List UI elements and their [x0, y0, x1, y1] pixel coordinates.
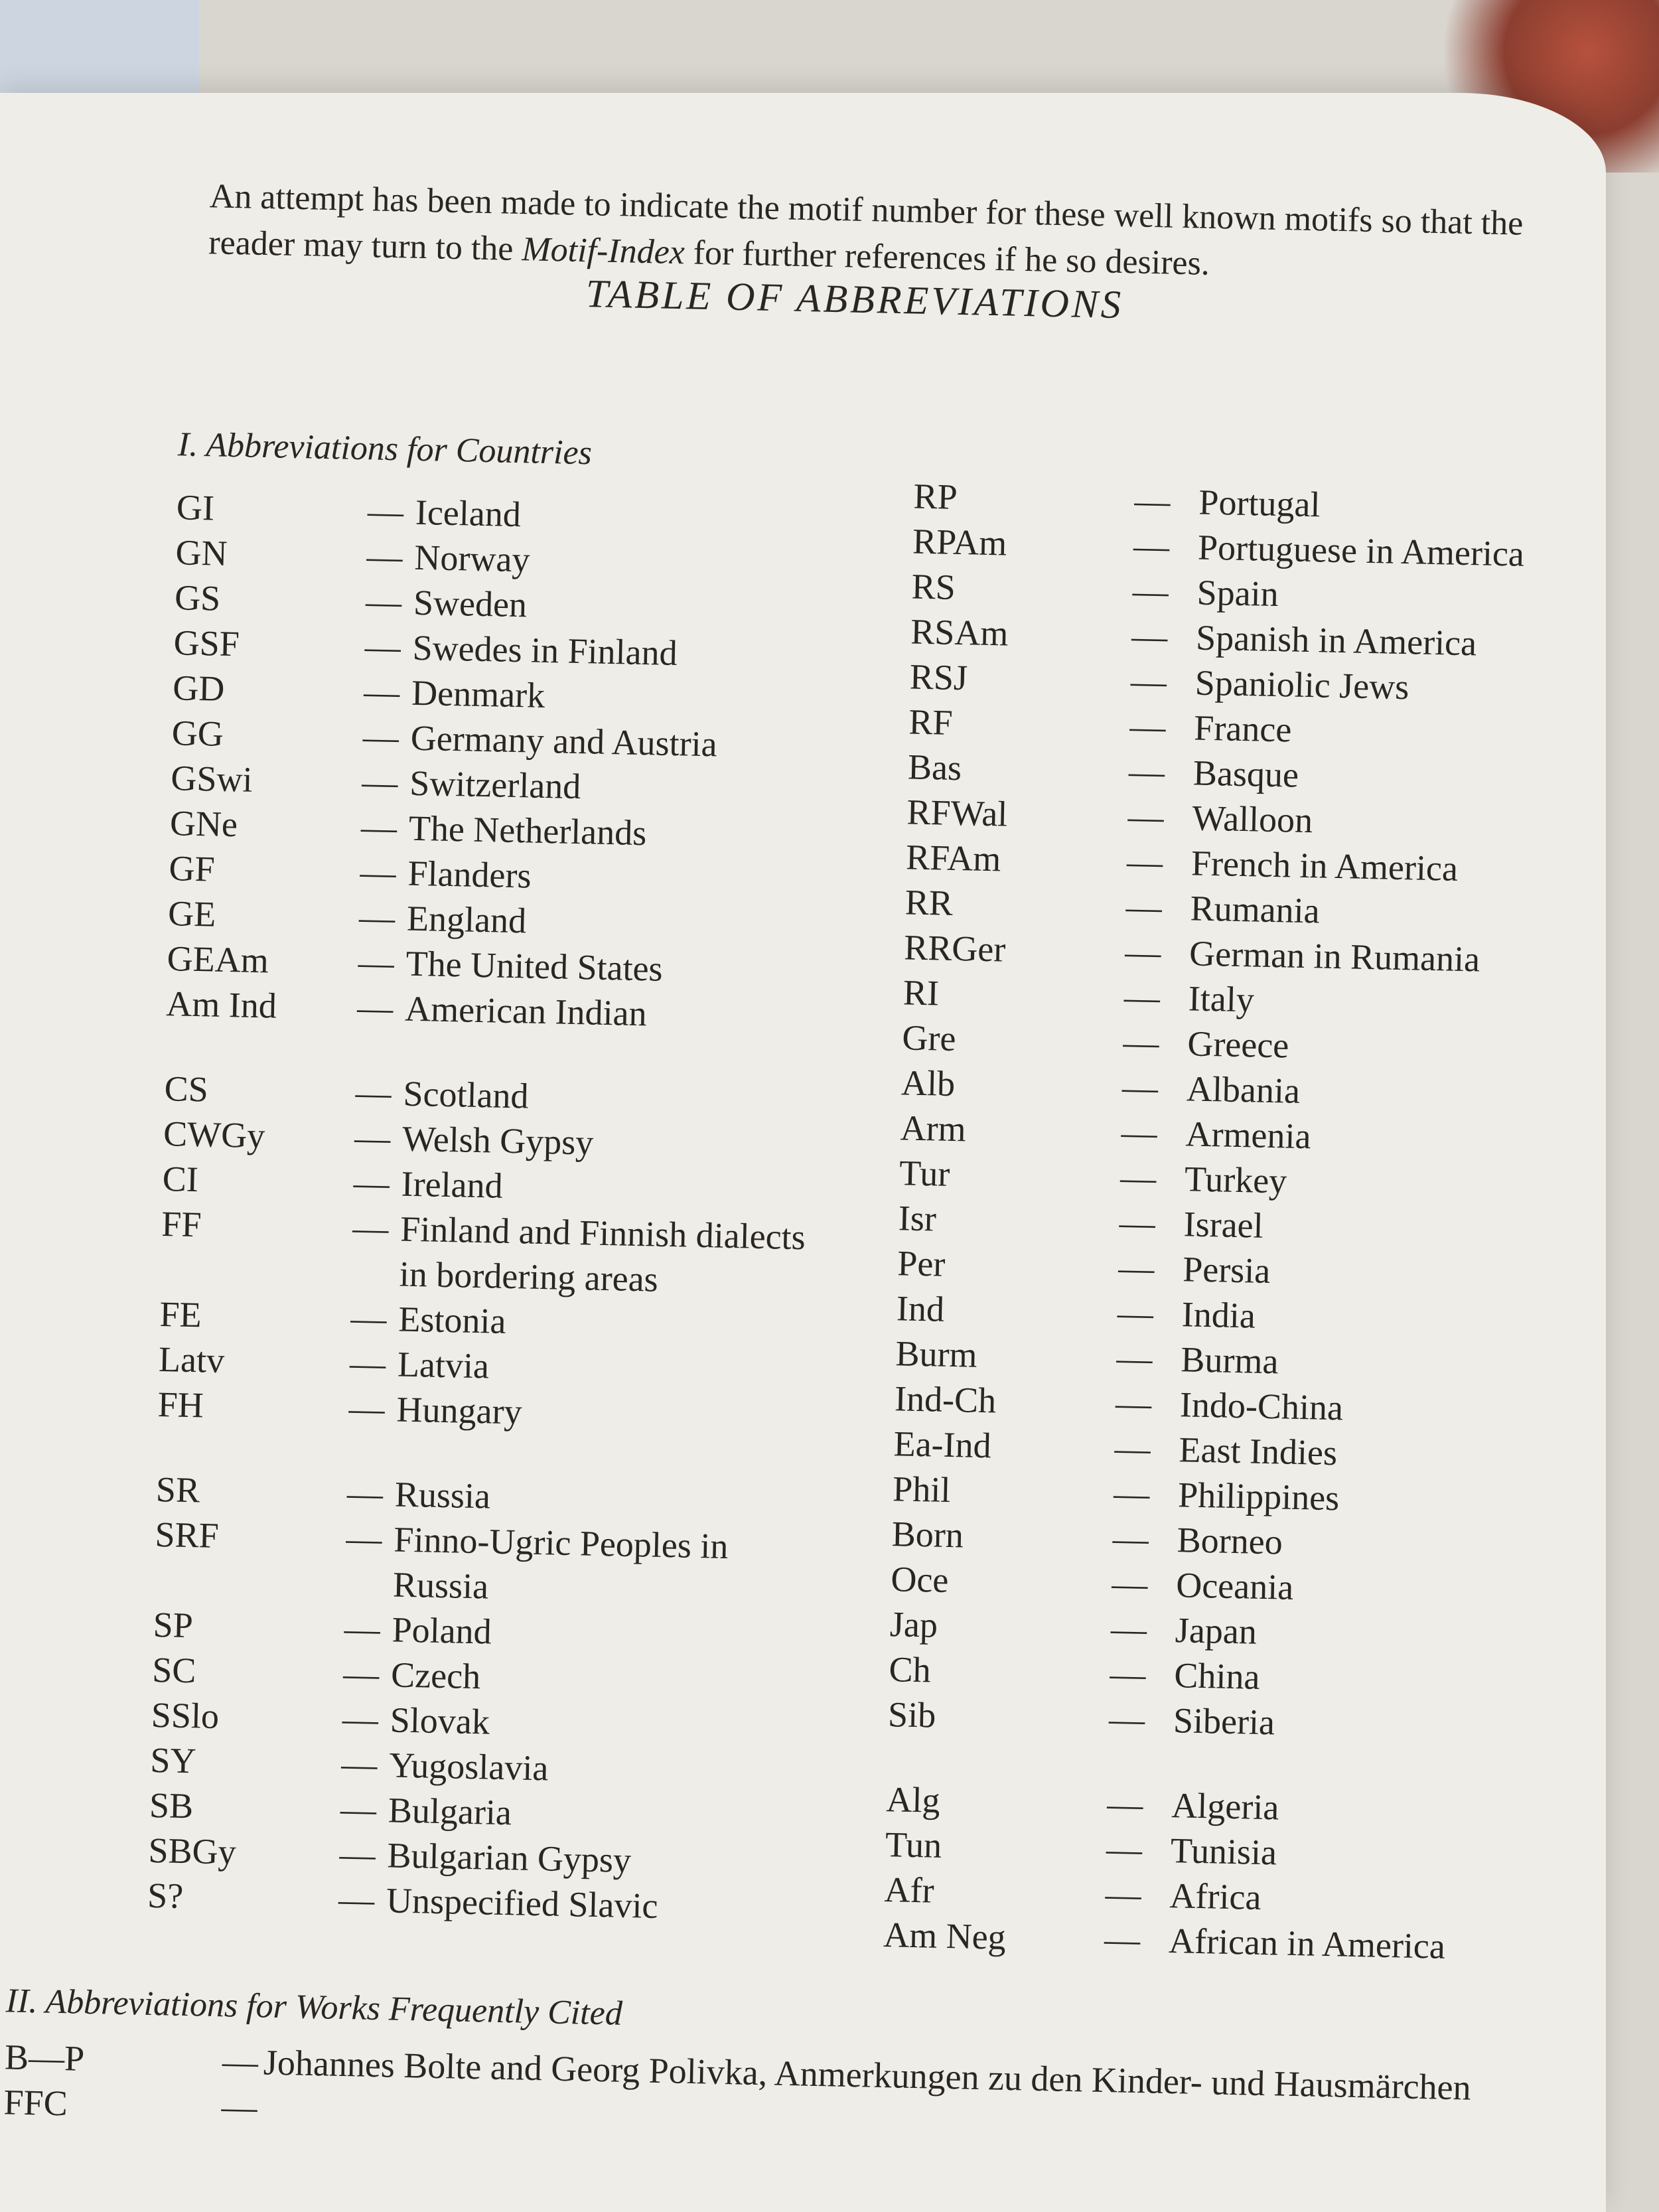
abbreviation-code: SR: [155, 1469, 200, 1511]
abbreviation-code: SC: [151, 1649, 197, 1691]
em-dash: —: [1117, 1293, 1154, 1334]
abbreviation-code: FE: [159, 1294, 202, 1335]
abbreviation-meaning: Israel: [1183, 1204, 1264, 1246]
abbreviation-code: GEAm: [167, 938, 269, 981]
em-dash: —: [1114, 1428, 1151, 1469]
em-dash: —: [344, 1608, 381, 1650]
em-dash: —: [1133, 480, 1171, 522]
abbreviation-code: RFAm: [905, 837, 1001, 879]
abbreviation-code: GNe: [169, 803, 238, 845]
abbreviation-meaning: Philippines: [1177, 1475, 1340, 1518]
abbreviation-meaning: Bulgaria: [388, 1790, 512, 1833]
abbreviation-meaning: China: [1173, 1655, 1261, 1697]
abbreviation-meaning: Africa: [1169, 1876, 1262, 1917]
abbreviation-code: Gre: [901, 1017, 957, 1059]
abbreviation-code: Isr: [898, 1198, 937, 1239]
em-dash: —: [1132, 571, 1169, 612]
abbreviation-code: Sib: [887, 1694, 936, 1735]
abbreviation-code: RF: [908, 701, 954, 743]
abbreviation-code: FH: [157, 1384, 204, 1426]
abbreviation-code: FF: [161, 1204, 202, 1245]
abbreviation-meaning: Slovak: [390, 1700, 490, 1742]
abbreviation-meaning: France: [1193, 707, 1292, 750]
abbreviation-code: GN: [175, 532, 228, 573]
em-dash: —: [1119, 1157, 1157, 1199]
abbreviation-meaning: East Indies: [1179, 1430, 1338, 1473]
abbreviation-meaning: Scotland: [402, 1073, 530, 1116]
abbreviation-code: CS: [164, 1069, 209, 1110]
em-dash: —: [1115, 1383, 1152, 1424]
em-dash: —: [1123, 977, 1161, 1018]
abbreviation-code: RP: [913, 476, 958, 517]
abbreviation-meaning: Russia: [394, 1474, 491, 1516]
em-dash: —: [366, 536, 403, 577]
abbreviation-code: RRGer: [903, 927, 1006, 970]
abbreviation-code: Am Ind: [165, 984, 277, 1026]
abbreviation-meaning: Bulgarian Gypsy: [386, 1835, 632, 1881]
countries-left-column: [147, 484, 841, 1931]
abbreviation-meaning: Ireland: [401, 1163, 504, 1206]
em-dash: —: [340, 1789, 377, 1830]
abbreviation-code: GD: [172, 668, 225, 709]
em-dash: —: [1109, 1654, 1147, 1695]
em-dash: —: [364, 627, 401, 668]
abbreviation-code: SRF: [154, 1514, 220, 1556]
abbreviation-meaning: Denmark: [411, 672, 545, 715]
abbreviation-row: [153, 1512, 819, 1616]
abbreviation-code: GF: [169, 848, 216, 889]
em-dash: —: [348, 1388, 386, 1430]
abbreviation-code: S?: [147, 1875, 184, 1916]
abbreviation-code: Arm: [900, 1108, 967, 1149]
abbreviation-meaning: Indo-China: [1179, 1384, 1344, 1428]
abbreviation-code: SB: [149, 1785, 194, 1826]
abbreviation-code: GSF: [173, 623, 240, 664]
intro-text-1: An attempt has been made to indicate the motif number for these well known motifs so that the reader may turn to the: [208, 177, 1524, 269]
em-dash: —: [350, 1298, 388, 1339]
abbreviation-code: CI: [162, 1159, 199, 1200]
abbreviation-code: Phil: [892, 1469, 951, 1511]
abbreviation-meaning: Johannes Bolte and Georg Polivka, Anmerkungen zu den Kinder- und Hausmärchen: [263, 2042, 1472, 2108]
abbreviation-code: B—P: [4, 2037, 85, 2079]
em-dash: —: [1116, 1338, 1153, 1379]
em-dash: —: [345, 1518, 383, 1560]
abbreviation-code: Alb: [901, 1063, 956, 1104]
abbreviation-meaning: Basque: [1192, 753, 1299, 795]
abbreviation-meaning: Turkey: [1184, 1159, 1287, 1201]
abbreviation-meaning: Algeria: [1171, 1785, 1279, 1828]
em-dash: —: [1104, 1919, 1141, 1960]
section-heading-works: II. Abbreviations for Works Frequently Cited: [5, 1982, 623, 2033]
em-dash: —: [1125, 887, 1163, 928]
abbreviation-code: FFC: [3, 2082, 68, 2124]
abbreviation-meaning: Norway: [413, 537, 531, 580]
abbreviation-meaning: Persia: [1182, 1249, 1271, 1291]
abbreviation-code: Bas: [907, 747, 962, 788]
abbreviation-meaning: Iceland: [415, 492, 522, 535]
abbreviation-meaning: Finno-Ugric Peoples in Russia: [392, 1519, 729, 1607]
abbreviation-meaning: Burma: [1180, 1339, 1279, 1382]
abbreviation-code: RSJ: [909, 656, 968, 698]
abbreviation-meaning: Siberia: [1173, 1700, 1275, 1743]
abbreviation-meaning: Rumania: [1190, 888, 1321, 931]
abbreviation-meaning: Latvia: [397, 1344, 490, 1386]
abbreviation-meaning: Portugal: [1198, 482, 1321, 525]
abbreviation-code: GSwi: [170, 758, 253, 800]
page-content: [0, 93, 1606, 2212]
abbreviation-meaning: Welsh Gypsy: [401, 1118, 594, 1163]
abbreviation-meaning: Flanders: [407, 853, 532, 896]
abbreviation-code: SP: [153, 1604, 194, 1646]
em-dash: —: [338, 1834, 376, 1875]
abbreviation-meaning: Czech: [390, 1655, 481, 1697]
intro-paragraph: [208, 173, 1537, 294]
abbreviation-code: Am Neg: [883, 1915, 1007, 1957]
em-dash: —: [1128, 751, 1165, 792]
abbreviation-meaning: Oceania: [1175, 1565, 1294, 1607]
em-dash: —: [363, 672, 400, 713]
abbreviation-meaning: Tunisia: [1170, 1830, 1277, 1873]
abbreviation-meaning: Italy: [1188, 978, 1255, 1020]
em-dash: —: [1113, 1473, 1150, 1514]
em-dash: —: [1119, 1203, 1156, 1244]
em-dash: —: [361, 762, 399, 803]
abbreviation-code: SSlo: [151, 1694, 220, 1737]
abbreviation-meaning: Yugoslavia: [388, 1745, 549, 1789]
abbreviation-meaning: Germany and Austria: [410, 717, 718, 765]
em-dash: —: [1121, 1067, 1159, 1108]
abbreviation-meaning: Poland: [392, 1609, 492, 1652]
em-dash: —: [1122, 1022, 1160, 1063]
abbreviation-code: Tur: [899, 1153, 950, 1194]
abbreviation-code: Ch: [888, 1649, 932, 1690]
em-dash: —: [365, 581, 402, 623]
abbreviation-code: RI: [902, 972, 940, 1013]
abbreviation-code: RFWal: [906, 792, 1008, 834]
abbreviation-meaning: Spanish in America: [1195, 617, 1477, 664]
abbreviation-meaning: Armenia: [1185, 1114, 1312, 1157]
abbreviation-meaning: Switzerland: [409, 763, 581, 807]
em-dash: —: [1106, 1829, 1143, 1870]
abbreviation-code: Ind: [896, 1288, 945, 1329]
abbreviation-meaning: Portuguese in America: [1197, 527, 1525, 574]
abbreviation-code: Per: [897, 1243, 946, 1284]
em-dash: —: [1127, 796, 1165, 838]
em-dash: —: [349, 1343, 386, 1384]
em-dash: —: [1120, 1112, 1158, 1153]
abbreviation-meaning: Finland and Finnish dialects in bordering areas: [399, 1209, 806, 1299]
intro-text-2: for further references if he so desires.: [684, 234, 1210, 283]
countries-right-column: [883, 474, 1606, 1973]
em-dash: —: [352, 1208, 389, 1249]
abbreviation-meaning: Walloon: [1191, 798, 1313, 841]
abbreviation-code: RR: [904, 882, 954, 923]
book-page: [0, 93, 1606, 2212]
abbreviation-meaning: The Netherlands: [408, 808, 647, 853]
abbreviation-code: Oce: [890, 1559, 950, 1600]
abbreviation-code: Latv: [158, 1339, 225, 1381]
em-dash: —: [1129, 706, 1167, 747]
em-dash: —: [342, 1698, 379, 1740]
em-dash: —: [346, 1473, 384, 1514]
em-dash: —: [1106, 1784, 1144, 1825]
abbreviation-code: GE: [167, 893, 216, 934]
em-dash: —: [353, 1163, 390, 1204]
abbreviation-code: GS: [174, 577, 221, 619]
em-dash: —: [342, 1653, 380, 1695]
abbreviation-meaning: American Indian: [404, 988, 648, 1034]
em-dash: —: [1118, 1248, 1155, 1289]
em-dash: —: [354, 1118, 391, 1159]
abbreviation-meaning: Spain: [1196, 572, 1279, 615]
section-heading-countries: I. Abbreviations for Countries: [177, 425, 593, 473]
abbreviation-meaning: German in Rumania: [1189, 933, 1480, 980]
abbreviation-meaning: Swedes in Finland: [412, 627, 678, 674]
abbreviation-meaning: Unspecified Slavic: [386, 1880, 659, 1926]
abbreviation-code: RS: [911, 566, 956, 607]
abbreviation-row: [160, 1201, 826, 1305]
abbreviation-meaning: Estonia: [397, 1299, 507, 1341]
em-dash: —: [367, 491, 404, 532]
em-dash: —: [1130, 661, 1167, 702]
em-dash: —: [1112, 1518, 1149, 1560]
abbreviation-meaning: England: [406, 898, 527, 941]
em-dash: —: [359, 852, 397, 893]
em-dash: —: [1108, 1699, 1145, 1740]
em-dash: —: [220, 2087, 258, 2128]
abbreviation-meaning: Spaniolic Jews: [1194, 662, 1409, 707]
abbreviation-code: CWGy: [163, 1114, 265, 1156]
em-dash: —: [338, 1879, 375, 1920]
abbreviation-code: SBGy: [148, 1830, 237, 1872]
abbreviation-meaning: Sweden: [413, 582, 528, 625]
em-dash: —: [1104, 1874, 1142, 1915]
intro-italic: Motif-Index: [521, 230, 685, 272]
abbreviation-code: Born: [891, 1514, 964, 1556]
em-dash: —: [355, 1072, 392, 1114]
abbreviation-code: RSAm: [910, 611, 1009, 654]
em-dash: —: [356, 988, 394, 1029]
works-list: [3, 2034, 1531, 2156]
abbreviation-code: Jap: [889, 1604, 938, 1645]
em-dash: —: [1111, 1564, 1149, 1605]
em-dash: —: [340, 1743, 378, 1785]
abbreviation-code: GI: [176, 487, 215, 528]
abbreviation-meaning: African in America: [1168, 1921, 1446, 1966]
abbreviation-code: Burm: [895, 1333, 978, 1375]
abbreviation-code: Alg: [885, 1779, 941, 1820]
em-dash: —: [222, 2041, 259, 2083]
abbreviation-meaning: Borneo: [1177, 1520, 1283, 1562]
abbreviation-code: Afr: [884, 1870, 935, 1911]
abbreviation-code: SY: [149, 1739, 197, 1781]
abbreviation-meaning: Albania: [1186, 1069, 1301, 1111]
abbreviation-code: Tun: [885, 1824, 942, 1866]
em-dash: —: [360, 807, 397, 848]
abbreviation-meaning: Greece: [1187, 1023, 1289, 1066]
em-dash: —: [1133, 526, 1170, 567]
em-dash: —: [362, 717, 399, 758]
abbreviation-code: Ind-Ch: [894, 1378, 997, 1421]
em-dash: —: [1110, 1609, 1147, 1650]
em-dash: —: [1124, 932, 1161, 973]
abbreviation-code: GG: [171, 713, 224, 754]
abbreviation-meaning: The United States: [405, 943, 664, 989]
em-dash: —: [1126, 842, 1163, 883]
abbreviation-meaning: India: [1181, 1294, 1256, 1336]
abbreviation-meaning: French in America: [1190, 843, 1459, 889]
abbreviation-code: RPAm: [912, 521, 1007, 563]
em-dash: —: [358, 942, 395, 984]
page-title: TABLE OF ABBREVIATIONS: [585, 271, 1124, 327]
abbreviation-meaning: Hungary: [396, 1389, 523, 1432]
abbreviation-code: Ea-Ind: [893, 1424, 992, 1466]
abbreviation-meaning: Japan: [1175, 1610, 1258, 1652]
em-dash: —: [358, 897, 396, 938]
em-dash: —: [1131, 616, 1168, 657]
